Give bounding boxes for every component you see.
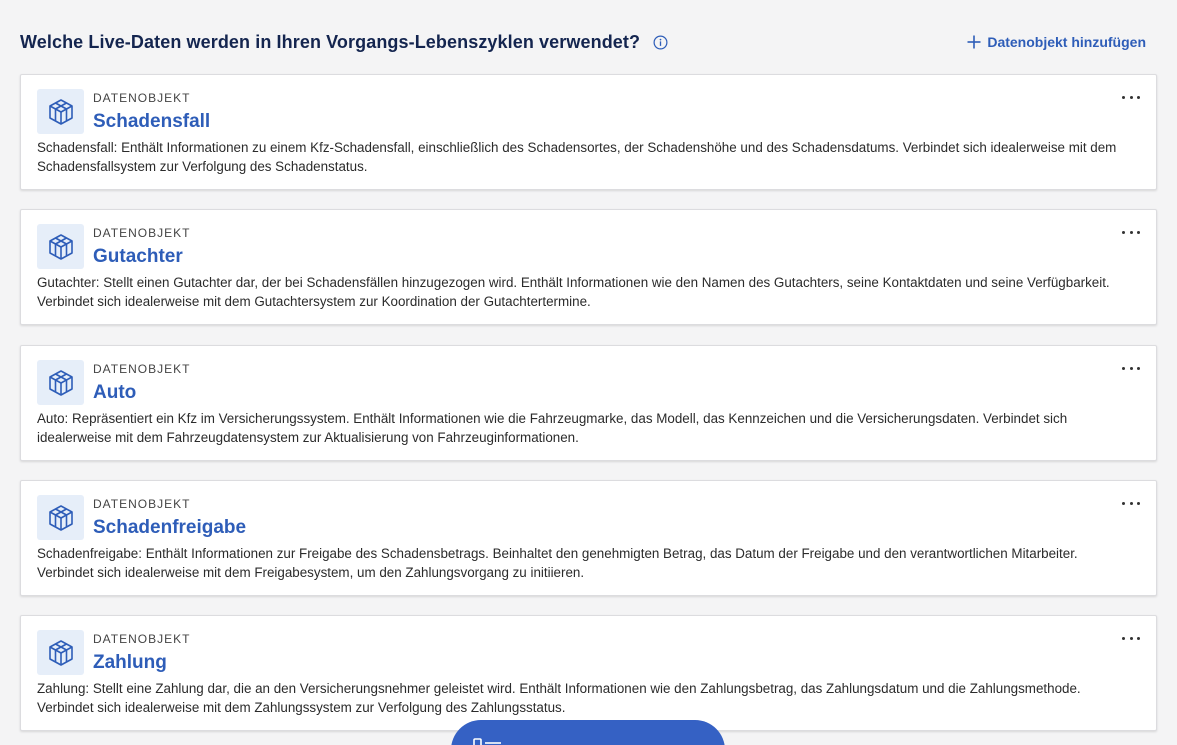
cube-icon — [37, 89, 84, 134]
card-description: Auto: Repräsentiert ein Kfz im Versicherungssystem. Enthält Informationen wie die Fahrzeugmarke, das Modell, das Kennzeichen und die Versicherungsdaten. Verbindet sich idealerweise mit dem Fahrzeugdatensystem zur Aktualisierung von Fahrzeuginformationen. — [37, 411, 1068, 445]
info-circle-icon[interactable] — [652, 34, 668, 50]
more-horizontal-icon[interactable] — [1122, 89, 1140, 105]
page-title: Welche Live-Daten werden in Ihren Vorgangs-Lebenszyklen verwendet? — [20, 31, 641, 52]
card-title[interactable]: Auto — [93, 382, 137, 403]
more-horizontal-icon[interactable] — [1122, 224, 1140, 240]
data-object-card — [20, 345, 1157, 461]
data-object-card — [20, 209, 1157, 325]
plus-icon — [967, 35, 981, 49]
data-object-card — [20, 74, 1157, 190]
add-data-object-button[interactable] — [967, 34, 1157, 50]
page-header — [20, 28, 1157, 56]
card-kind-label: DATENOBJEKT — [93, 91, 191, 105]
card-title[interactable]: Schadensfall — [93, 111, 211, 132]
card-description: Schadenfreigabe: Enthält Informationen zur Freigabe des Schadensbetrags. Beinhaltet den genehmigten Betrag, das Datum der Freigabe und den verantwortlichen Mitarbeiter. Verbindet sich idealerweise mit dem Freigabesystem, um den Zahlungsvorgang zu initiieren. — [37, 546, 1078, 580]
card-title[interactable]: Schadenfreigabe — [93, 517, 247, 538]
card-kind-label: DATENOBJEKT — [93, 362, 191, 376]
more-horizontal-icon[interactable] — [1122, 360, 1140, 376]
data-object-card — [20, 480, 1157, 596]
cube-icon — [37, 495, 84, 540]
card-description: Schadensfall: Enthält Informationen zu einem Kfz-Schadensfall, einschließlich des Schadensortes, der Schadenshöhe und des Schadensdatums. Verbindet sich idealerweise mit dem Schadensfallsystem zur Verfolgung des Schadenstatus. — [37, 140, 1117, 174]
list-icon — [473, 736, 503, 745]
card-title[interactable]: Zahlung — [93, 652, 167, 673]
more-horizontal-icon[interactable] — [1122, 495, 1140, 511]
card-kind-label: DATENOBJEKT — [93, 632, 191, 646]
more-horizontal-icon[interactable] — [1122, 630, 1140, 646]
card-title[interactable]: Gutachter — [93, 246, 183, 267]
card-description: Gutachter: Stellt einen Gutachter dar, der bei Schadensfällen hinzugezogen wird. Enthält Informationen wie den Namen des Gutachters, seine Kontaktdaten und seine Verfügbarkeit. Verbindet sich idealerweise mit dem Gutachtersystem zur Koordination der Gutachtertermine. — [37, 275, 1110, 309]
cube-icon — [37, 630, 84, 675]
cube-icon — [37, 360, 84, 405]
card-description: Zahlung: Stellt eine Zahlung dar, die an den Versicherungsnehmer geleistet wird. Enthält Informationen wie den Zahlungsbetrag, das Zahlungsdatum und die Zahlungsmethode. Verbindet sich idealerweise mit dem Zahlungssystem zur Verfolgung des Zahlungsstatus. — [37, 681, 1081, 715]
cube-icon — [37, 224, 84, 269]
add-data-object-label: Datenobjekt hinzufügen — [987, 34, 1146, 50]
floating-action-button[interactable] — [451, 720, 725, 745]
card-kind-label: DATENOBJEKT — [93, 226, 191, 240]
data-object-card — [20, 615, 1157, 731]
card-kind-label: DATENOBJEKT — [93, 497, 191, 511]
